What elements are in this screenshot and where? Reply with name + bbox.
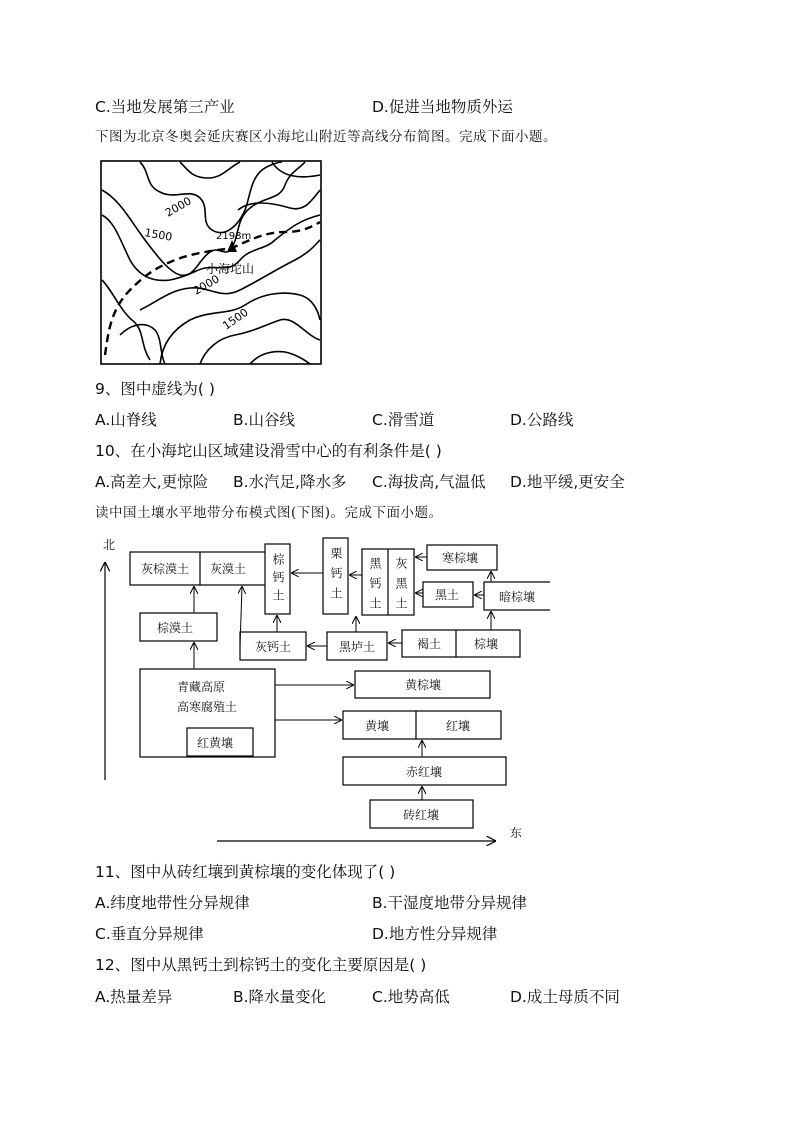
soil-huizong-mo: 灰棕漠土: [141, 562, 190, 576]
q9-option-d: D.公路线: [510, 411, 574, 429]
q10-option-d: D.地平缓,更安全: [510, 473, 625, 491]
summit-name: 小海坨山: [206, 262, 255, 276]
q12-option-d: D.成土母质不同: [510, 988, 620, 1006]
soil-han-zong: 寒棕壤: [442, 551, 479, 565]
q11-stem: 11、图中从砖红壤到黄棕壤的变化体现了( ): [95, 863, 396, 881]
q9-option-b: B.山谷线: [233, 411, 296, 429]
soil-an-zong: 暗棕壤: [499, 590, 536, 604]
q11-option-d: D.地方性分异规律: [372, 925, 498, 943]
summit-elevation: 2198m: [216, 231, 252, 242]
soil-zong-mo: 棕漠土: [157, 621, 194, 635]
soil-hong-rang: 红壤: [446, 719, 471, 733]
soil-qingzang-2: 高寒腐殖土: [177, 700, 238, 714]
q10-option-a: A.高差大,更惊险: [95, 473, 209, 491]
contour-map: [100, 160, 322, 365]
q10-stem: 10、在小海坨山区域建设滑雪中心的有利条件是( ): [95, 442, 442, 460]
q11-option-a: A.纬度地带性分异规律: [95, 894, 250, 912]
soil-huang-zong: 黄棕壤: [405, 678, 442, 692]
intro-contour: 下图为北京冬奥会延庆赛区小海坨山附近等高线分布简图。完成下面小题。: [95, 129, 557, 145]
axis-north-label: 北: [103, 538, 116, 552]
soil-hui-mo: 灰漠土: [210, 562, 247, 576]
option-d: D.促进当地物质外运: [372, 98, 513, 116]
soil-hei-gai: 黑钙土: [368, 557, 382, 617]
soil-zong-rang: 棕壤: [474, 637, 499, 651]
soil-huang-rang: 黄壤: [365, 719, 390, 733]
q12-option-b: B.降水量变化: [233, 988, 327, 1006]
q9-option-a: A.山脊线: [95, 411, 157, 429]
q9-option-c: C.滑雪道: [372, 411, 435, 429]
q10-option-c: C.海拔高,气温低: [372, 473, 486, 491]
soil-chi-hong: 赤红壤: [406, 765, 443, 779]
q12-option-c: C.地势高低: [372, 988, 450, 1006]
intro-soil: 读中国土壤水平地带分布模式图(下图)。完成下面小题。: [95, 505, 443, 521]
q12-option-a: A.热量差异: [95, 988, 173, 1006]
q11-option-b: B.干湿度地带分异规律: [372, 894, 528, 912]
soil-zhuan-hong: 砖红壤: [403, 808, 440, 822]
axis-east-label: 东: [510, 826, 523, 840]
contour-label-1500-left: 1500: [143, 226, 174, 244]
contour-label-2000-bottom: 2000: [191, 272, 222, 298]
soil-diagram: [90, 535, 550, 853]
contour-label-2000-top: 2000: [163, 194, 194, 220]
soil-hong-huang: 红黄壤: [197, 736, 234, 750]
soil-li-gai: 栗钙土: [329, 547, 343, 607]
soil-hui-hei: 灰黑土: [394, 557, 408, 617]
option-c: C.当地发展第三产业: [95, 98, 235, 116]
q12-stem: 12、图中从黑钙土到棕钙土的变化主要原因是( ): [95, 956, 427, 974]
soil-he-tu: 褐土: [417, 637, 442, 651]
soil-qingzang-1: 青藏高原: [177, 680, 226, 694]
q11-option-c: C.垂直分异规律: [95, 925, 204, 943]
soil-zong-gai: 棕钙土: [271, 553, 285, 607]
soil-hui-gai: 灰钙土: [255, 640, 292, 654]
contour-label-1500-bottom: 1500: [220, 305, 251, 333]
q9-stem: 9、图中虚线为( ): [95, 380, 215, 398]
soil-hei-lu: 黑垆土: [339, 640, 376, 654]
q10-option-b: B.水汽足,降水多: [233, 473, 347, 491]
soil-hei-tu: 黑土: [435, 588, 460, 602]
